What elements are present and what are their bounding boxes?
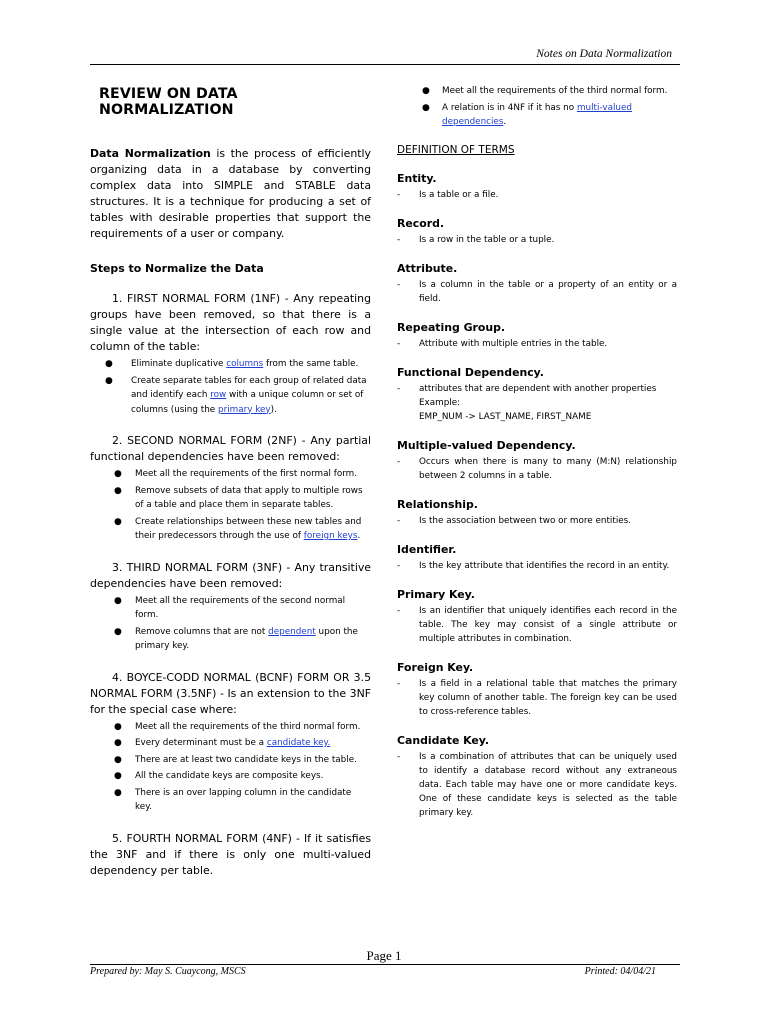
example-value: EMP_NUM -> LAST_NAME, FIRST_NAME	[419, 411, 592, 422]
list-item: ● Meet all the requirements of the third normal form.	[422, 86, 668, 96]
list-item: ● There are at least two candidate keys in the table.	[114, 754, 357, 765]
left-column	[90, 84, 371, 879]
footer-printed-date: Printed: 04/04/21	[584, 966, 656, 977]
nf4-list	[397, 84, 677, 130]
definition-multiple-valued-dependency: - Occurs when there is many to many (M:N) relationship between 2 columns in a table.	[397, 456, 677, 481]
definition-entity: - Is a table or a file.	[397, 189, 499, 200]
footer-rule	[90, 964, 680, 965]
term-repeating-group: Repeating Group.	[397, 320, 506, 334]
term-identifier: Identifier.	[397, 542, 457, 556]
term-entity: Entity.	[397, 171, 437, 185]
nf3-text: 3. THIRD NORMAL FORM (3NF) - Any transitive dependencies have been removed:	[90, 560, 371, 590]
term-foreign-key: Foreign Key.	[397, 660, 474, 674]
nf2-list	[90, 467, 371, 544]
link-foreign-keys[interactable]: foreign keys	[303, 531, 358, 541]
document-title: REVIEW ON DATA NORMALIZATION	[99, 86, 238, 118]
definition-foreign-key: - Is a field in a relational table that matches the primary key column of another table. The foreign key can be used to cross-reference tables.	[397, 678, 677, 717]
definition-candidate-key: - Is a combination of attributes that can be uniquely used to identify a database record without any extraneous data. Each table may have one or more candidate keys. One of these candidate keys is selected as the table primary key.	[397, 751, 677, 818]
intro-term: Data Normalization	[90, 147, 211, 160]
link-dependent[interactable]: dependent	[268, 626, 316, 637]
term-relationship: Relationship.	[397, 497, 478, 511]
definition-identifier: - Is the key attribute that identifies the record in an entity.	[397, 560, 670, 571]
definition-relationship: - Is the association between two or more entities.	[397, 515, 632, 526]
term-functional-dependency: Functional Dependency.	[397, 365, 544, 379]
nf2-text: 2. SECOND NORMAL FORM (2NF) - Any partial functional dependencies have been removed:	[90, 434, 371, 463]
list-item: ● All the candidate keys are composite keys.	[114, 771, 324, 781]
definition-repeating-group: - Attribute with multiple entries in the table.	[397, 338, 608, 349]
list-item: ● Create relationships between these new tables and their predecessors through the use of foreign keys.	[114, 516, 362, 541]
header-title: Notes on Data Normalization	[536, 48, 672, 60]
intro-paragraph	[90, 146, 371, 242]
definitions-heading: DEFINITION OF TERMS	[397, 143, 515, 156]
definition-attribute: - Is a column in the table or a property of an entity or a field.	[397, 279, 677, 304]
definition-primary-key: - Is an identifier that uniquely identifies each record in the table. The key may consist of a single attribute or multiple attributes in combination.	[397, 605, 677, 644]
page-number: Page 1	[366, 948, 402, 963]
list-item: ● Meet all the requirements of the second normal form.	[114, 595, 346, 620]
list-item: ● Remove subsets of data that apply to multiple rows of a table and place them in separate tables.	[114, 485, 363, 510]
definition-record: - Is a row in the table or a tuple.	[397, 234, 555, 245]
link-multi-valued-dependencies[interactable]: multi-valued dependencies	[442, 102, 632, 127]
link-row[interactable]: row	[210, 390, 227, 400]
list-item: ● There is an over lapping column in the candidate key.	[114, 787, 352, 812]
nf3-list	[90, 594, 371, 654]
term-attribute: Attribute.	[397, 261, 458, 275]
steps-heading: Steps to Normalize the Data	[90, 262, 264, 275]
right-column	[397, 84, 677, 820]
link-candidate-key[interactable]: candidate key.	[266, 738, 331, 748]
nf4-text: 5. FOURTH NORMAL FORM (4NF) - If it satisfies the 3NF and if there is only one multi-valued dependency per table.	[90, 831, 371, 877]
list-item: ● Meet all the requirements of the first normal form.	[114, 469, 358, 479]
list-item: ● Remove columns that are not dependent upon the primary key.	[114, 626, 358, 651]
nf1-text: 1. FIRST NORMAL FORM (1NF) - Any repeating groups have been removed, so that there is a single value at the intersection of each row and column of the table:	[90, 292, 371, 353]
nf1-list	[90, 357, 371, 417]
link-columns[interactable]: columns	[226, 359, 264, 369]
example-label: Example:	[419, 397, 461, 408]
list-item: ● Every determinant must be a candidate key.	[114, 738, 331, 748]
link-primary-key[interactable]: primary key	[218, 404, 271, 415]
term-primary-key: Primary Key.	[397, 587, 475, 601]
bcnf-list	[90, 720, 371, 815]
intro-text: is the process of efficiently organizing data in a database by converting complex data into SIMPLE and STABLE data structures. It is a technique for producing a set of tables with desirable properties that support the requirements of a user or company.	[90, 147, 371, 240]
list-item: ● A relation is in 4NF if it has no multi-valued dependencies.	[422, 102, 632, 127]
definition-functional-dependency: - attributes that are dependent with another properties Example: EMP_NUM -> LAST_NAME, FIRST_NAME	[397, 382, 677, 424]
term-multiple-valued-dependency: Multiple-valued Dependency.	[397, 438, 576, 452]
footer-prepared-by: Prepared by: May S. Cuaycong, MSCS	[90, 966, 246, 977]
term-candidate-key: Candidate Key.	[397, 733, 490, 747]
list-item: ● Meet all the requirements of the third normal form.	[114, 721, 361, 732]
list-item: ● Create separate tables for each group of related data and identify each row with a unique column or set of columns (using the primary key).	[105, 375, 367, 415]
header-rule	[90, 64, 680, 65]
list-item: ● Eliminate duplicative columns from the same table.	[105, 359, 359, 369]
term-record: Record.	[397, 216, 445, 230]
bcnf-text: 4. BOYCE-CODD NORMAL (BCNF) FORM OR 3.5 NORMAL FORM (3.5NF) - Is an extension to the 3NF for the special case where:	[90, 670, 371, 716]
